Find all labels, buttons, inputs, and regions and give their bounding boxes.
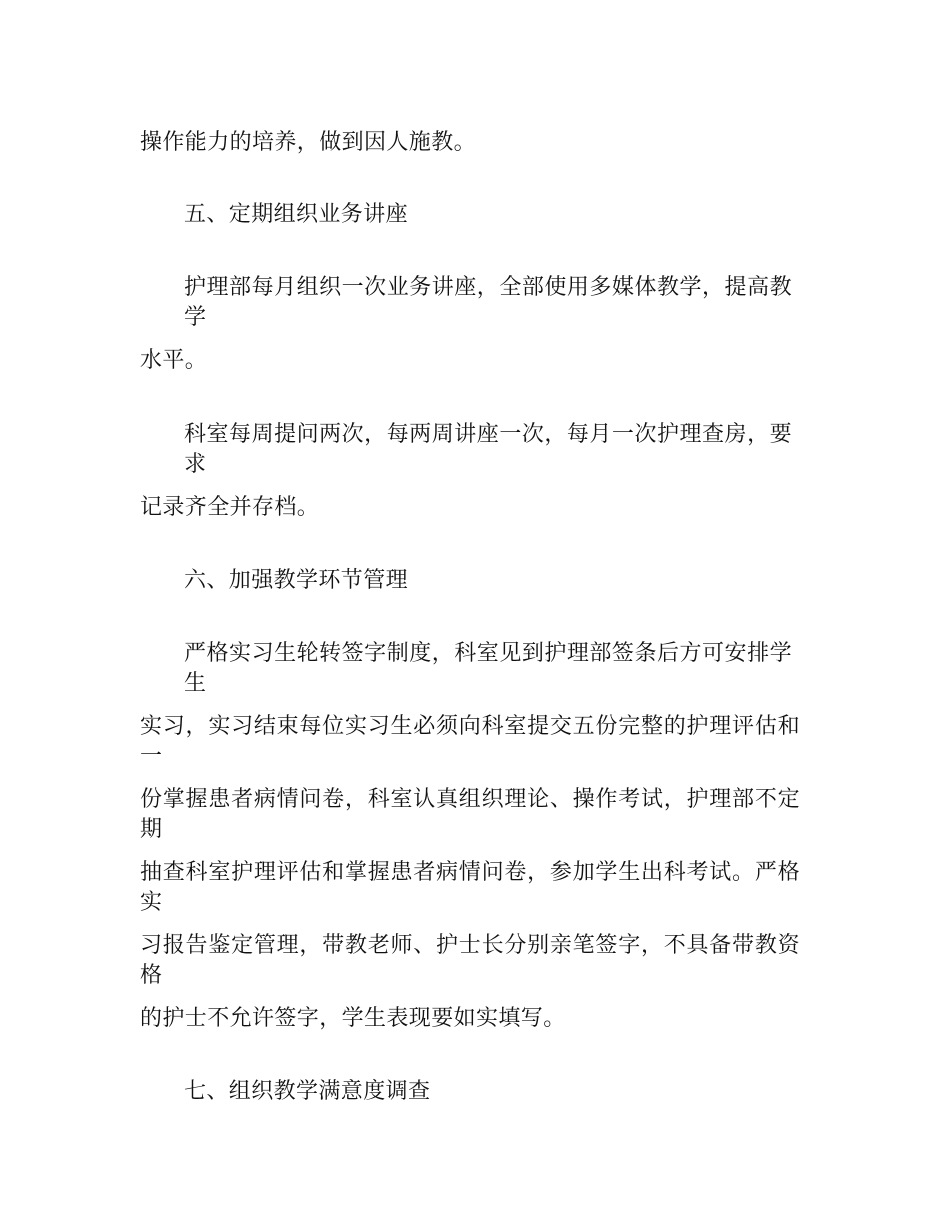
paragraph-line: 水平。 (140, 348, 208, 373)
paragraph-line: 习报告鉴定管理，带教老师、护士长分别亲笔签字，不具备带教资格 (140, 933, 800, 988)
paragraph-line: 护理部每月组织一次业务讲座，全部使用多媒体教学，提高教学 (184, 275, 792, 330)
section-heading: 五、定期组织业务讲座 (184, 202, 409, 227)
paragraph-line: 记录齐全并存档。 (140, 495, 320, 520)
paragraph-line: 科室每周提问两次，每两周讲座一次，每月一次护理查房，要求 (184, 422, 792, 477)
section-heading: 七、组织教学满意度调查 (184, 1079, 431, 1104)
paragraph-line: 实习，实习结束每位实习生必须向科室提交五份完整的护理评估和一 (140, 714, 800, 769)
paragraph-line: 份掌握患者病情问卷，科室认真组织理论、操作考试，护理部不定期 (140, 787, 800, 842)
paragraph-line: 操作能力的培养，做到因人施教。 (140, 130, 477, 155)
section-heading: 六、加强教学环节管理 (184, 568, 409, 593)
paragraph-line: 的护士不允许签字，学生表现要如实填写。 (140, 1006, 566, 1031)
paragraph-line: 抽查科室护理评估和掌握患者病情问卷，参加学生出科考试。严格实 (140, 860, 800, 915)
paragraph-line: 严格实习生轮转签字制度，科室见到护理部签条后方可安排学生 (184, 641, 792, 696)
